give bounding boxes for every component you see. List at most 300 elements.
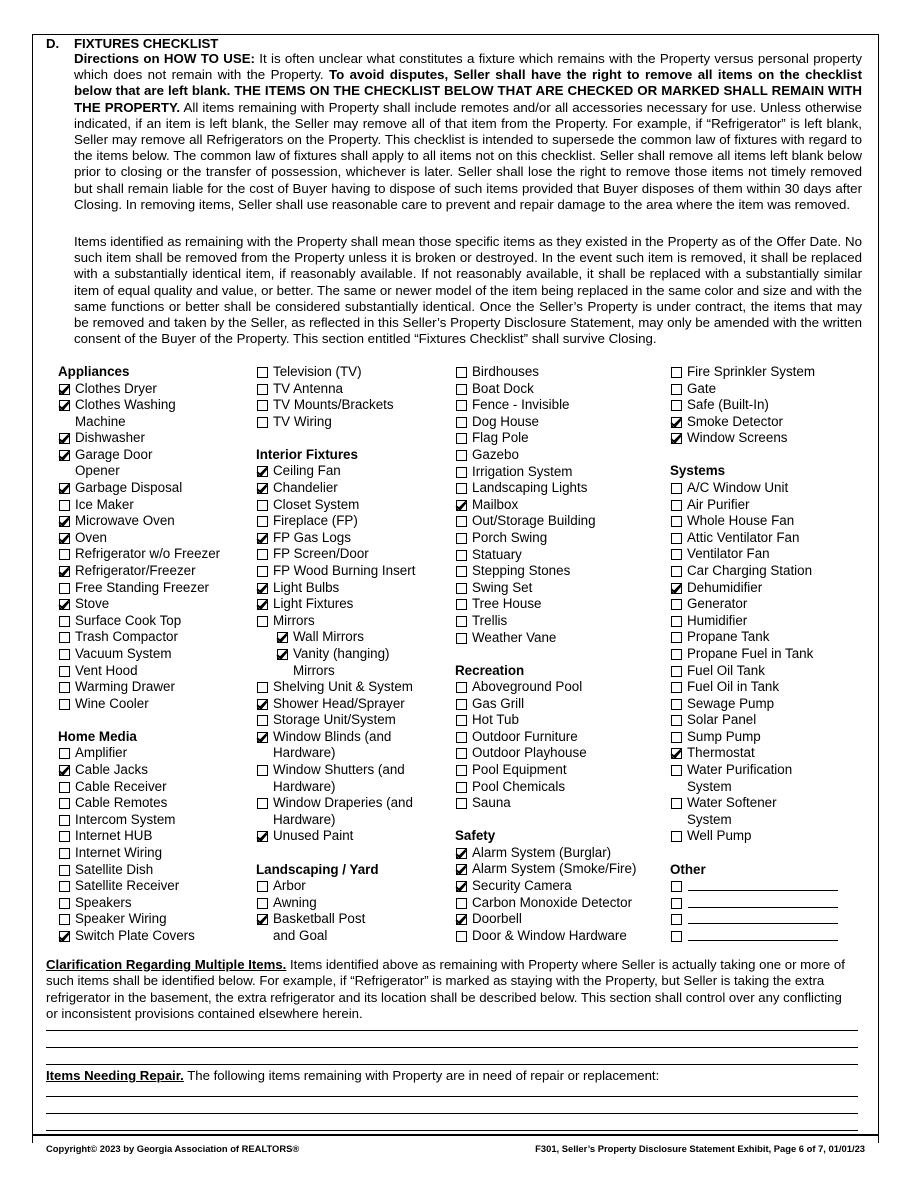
directions-paragraph xyxy=(74,51,862,213)
checklist-item-vent-hood xyxy=(58,663,220,680)
checklist-item-label: Doorbell xyxy=(472,911,522,927)
checkbox[interactable] xyxy=(59,583,70,594)
checklist-item-shelving-unit-system xyxy=(256,679,415,696)
checklist-item-label: Ice Maker xyxy=(75,496,134,512)
checkbox[interactable] xyxy=(671,914,682,925)
clarification-paragraph xyxy=(46,957,846,1022)
checked-box[interactable] xyxy=(456,500,467,511)
checkbox[interactable] xyxy=(671,500,682,511)
checklist-item-car-charging-station xyxy=(670,563,838,580)
checkbox[interactable] xyxy=(671,931,682,942)
checklist-item-trellis xyxy=(455,613,636,630)
checkbox[interactable] xyxy=(456,765,467,776)
checkbox[interactable] xyxy=(671,632,682,643)
checkbox[interactable] xyxy=(671,367,682,378)
checklist-item-label: Fuel Oil Tank xyxy=(687,662,765,678)
checklist-item-ceiling-fan xyxy=(256,463,415,480)
checklist-item-a-c-window-unit xyxy=(670,480,838,497)
checklist-item-pool-equipment xyxy=(455,762,636,779)
checkbox[interactable] xyxy=(671,765,682,776)
checkbox[interactable] xyxy=(257,367,268,378)
checklist-item-fp-gas-logs xyxy=(256,530,415,547)
checked-box[interactable] xyxy=(59,599,70,610)
category-safety: Safety xyxy=(455,828,496,844)
checklist-item-label: Sump Pump xyxy=(687,728,761,744)
checkbox[interactable] xyxy=(59,682,70,693)
clarification-line-2[interactable] xyxy=(46,1047,858,1048)
checklist-item-label: Wine Cooler xyxy=(75,695,149,711)
checkbox[interactable] xyxy=(59,748,70,759)
checklist-item-smoke-detector xyxy=(670,414,838,431)
clarification-line-1[interactable] xyxy=(46,1030,858,1031)
other-blank-field[interactable] xyxy=(688,911,838,924)
checkbox[interactable] xyxy=(59,699,70,710)
checkbox[interactable] xyxy=(257,765,268,776)
checkbox[interactable] xyxy=(671,732,682,743)
checked-box[interactable] xyxy=(59,931,70,942)
checklist-item-label: Dishwasher xyxy=(75,430,145,446)
checklist-item-tree-house xyxy=(455,596,636,613)
checklist-item-stove xyxy=(58,596,220,613)
checkbox[interactable] xyxy=(59,649,70,660)
checklist-item-label: Vent Hood xyxy=(75,662,138,678)
checkbox[interactable] xyxy=(671,831,682,842)
checklist-item-label: Landscaping Lights xyxy=(472,480,588,496)
checked-box[interactable] xyxy=(456,864,467,875)
checklist-item-fence-invisible xyxy=(455,397,636,414)
checklist-column-2 xyxy=(256,364,415,944)
checklist-item-speakers xyxy=(58,895,220,912)
checklist-item-label: Switch Plate Covers xyxy=(75,927,195,943)
category-systems: Systems xyxy=(670,463,726,479)
checklist-item-dehumidifier xyxy=(670,580,838,597)
checklist-item-label: Well Pump xyxy=(687,828,752,844)
checklist-item-label: Propane Fuel in Tank xyxy=(687,645,814,661)
checklist-item-label: Light Fixtures xyxy=(273,596,354,612)
checkbox[interactable] xyxy=(456,732,467,743)
checklist-item-trash-compactor xyxy=(58,629,220,646)
checklist-item-awning xyxy=(256,895,415,912)
checklist-item-mirrors xyxy=(256,613,415,630)
checkbox[interactable] xyxy=(671,400,682,411)
checklist-column-4 xyxy=(670,364,838,944)
checked-box[interactable] xyxy=(257,583,268,594)
checklist-item-label: Out/Storage Building xyxy=(472,513,596,529)
checkbox[interactable] xyxy=(456,898,467,909)
checked-box[interactable] xyxy=(257,533,268,544)
checklist-item-label: Alarm System (Smoke/Fire) xyxy=(472,861,637,877)
checkbox[interactable] xyxy=(456,433,467,444)
checklist-item-label: Storage Unit/System xyxy=(273,712,396,728)
checklist-item-label: Light Bulbs xyxy=(273,579,340,595)
checklist-item-label: Statuary xyxy=(472,546,522,562)
checkbox[interactable] xyxy=(671,533,682,544)
checklist-item-label: Propane Tank xyxy=(687,629,770,645)
checkbox[interactable] xyxy=(671,798,682,809)
checklist-item-label: Security Camera xyxy=(472,878,572,894)
checklist-item-internet-hub xyxy=(58,828,220,845)
checkbox[interactable] xyxy=(456,384,467,395)
checklist-item-water-softener-system xyxy=(670,795,838,828)
footer-copyright: Copyright© 2023 by Georgia Association of REALTORS® xyxy=(46,1143,300,1154)
checkbox[interactable] xyxy=(59,881,70,892)
checked-box[interactable] xyxy=(277,649,288,660)
checked-box[interactable] xyxy=(59,400,70,411)
checklist-item-garage-door-opener xyxy=(58,447,220,480)
checkbox[interactable] xyxy=(456,566,467,577)
checklist-item-dishwasher xyxy=(58,430,220,447)
checklist-item-tv-mounts-brackets xyxy=(256,397,415,414)
checklist-item-oven xyxy=(58,530,220,547)
checked-box[interactable] xyxy=(257,831,268,842)
checkbox[interactable] xyxy=(671,649,682,660)
checklist-item-label: Safe (Built-In) xyxy=(687,397,769,413)
checklist-item-propane-tank xyxy=(670,629,838,646)
checklist-item-ice-maker xyxy=(58,497,220,514)
checklist-item-sump-pump xyxy=(670,729,838,746)
checklist-item-fireplace-fp xyxy=(256,513,415,530)
checklist-item-label: Swing Set xyxy=(472,579,533,595)
checklist-item-doorbell xyxy=(455,911,636,928)
checklist-item-label: Garbage Disposal xyxy=(75,480,183,496)
clarification-line-3[interactable] xyxy=(46,1064,858,1065)
checklist-item-gas-grill xyxy=(455,696,636,713)
checklist-item-label: Window Draperies (and Hardware) xyxy=(273,795,413,827)
checklist-item-vacuum-system xyxy=(58,646,220,663)
checklist-item-generator xyxy=(670,596,838,613)
checklist-item-label: Water Purification System xyxy=(687,762,793,794)
other-blank-field[interactable] xyxy=(688,895,838,908)
checkbox[interactable] xyxy=(257,682,268,693)
checklist-item-label: Fence - Invisible xyxy=(472,397,570,413)
checklist-item-label: Dehumidifier xyxy=(687,579,763,595)
checklist-item-outdoor-furniture xyxy=(455,729,636,746)
checklist-item-thermostat xyxy=(670,745,838,762)
repair-paragraph xyxy=(46,1068,659,1083)
checked-box[interactable] xyxy=(257,732,268,743)
checklist-item-propane-fuel-in-tank xyxy=(670,646,838,663)
checked-box[interactable] xyxy=(257,599,268,610)
checked-box[interactable] xyxy=(59,450,70,461)
checkbox[interactable] xyxy=(456,599,467,610)
checklist-item-label: Boat Dock xyxy=(472,380,534,396)
checklist-item-label: Aboveground Pool xyxy=(472,679,583,695)
checked-box[interactable] xyxy=(257,466,268,477)
checklist-column-3 xyxy=(455,364,636,944)
checkbox[interactable] xyxy=(456,550,467,561)
checklist-item-basketball-post-and-goal xyxy=(256,911,415,944)
checkbox[interactable] xyxy=(257,881,268,892)
checklist-item-ventilator-fan xyxy=(670,546,838,563)
checkbox[interactable] xyxy=(59,632,70,643)
checkbox[interactable] xyxy=(257,400,268,411)
checklist-item-tv-wiring xyxy=(256,414,415,431)
checklist-item-label: Door & Window Hardware xyxy=(472,927,627,943)
checkbox[interactable] xyxy=(257,417,268,428)
checklist-item-window-shutters-and-hardware xyxy=(256,762,415,795)
checklist-item-label: Clothes Dryer xyxy=(75,380,157,396)
checklist-item-label: Basketball Post and Goal xyxy=(273,911,366,943)
checkbox[interactable] xyxy=(456,417,467,428)
checkbox[interactable] xyxy=(59,898,70,909)
checkbox[interactable] xyxy=(671,715,682,726)
checkbox[interactable] xyxy=(257,616,268,627)
checklist-item-stepping-stones xyxy=(455,563,636,580)
checkbox[interactable] xyxy=(456,798,467,809)
checklist-item-chandelier xyxy=(256,480,415,497)
checklist-item-label: Mailbox xyxy=(472,496,519,512)
checklist-item-label: Wall Mirrors xyxy=(293,629,364,645)
checkbox[interactable] xyxy=(257,715,268,726)
checklist-item-label: Stove xyxy=(75,596,110,612)
checklist-item-light-fixtures xyxy=(256,596,415,613)
checklist-item-label: Oven xyxy=(75,529,108,545)
footer-rule xyxy=(32,1134,879,1136)
checklist-item-water-purification-system xyxy=(670,762,838,795)
checked-box[interactable] xyxy=(257,483,268,494)
checklist-item-label: TV Wiring xyxy=(273,413,332,429)
checkbox[interactable] xyxy=(671,898,682,909)
category-other: Other xyxy=(670,861,706,877)
checkbox[interactable] xyxy=(456,483,467,494)
checklist-item-outdoor-playhouse xyxy=(455,745,636,762)
checklist-item-storage-unit-system xyxy=(256,712,415,729)
checklist-item-label: Chandelier xyxy=(273,479,338,495)
checkbox[interactable] xyxy=(456,782,467,793)
directions-bold-notice: To avoid disputes, Seller shall have the right to remove all items on the checklist below that are left blank. THE ITEMS ON THE CHECKLIST BELOW THAT ARE CHECKED OR MARKED SHALL REMAIN WITH THE PROPERTY. xyxy=(74,67,862,115)
checkbox[interactable] xyxy=(671,599,682,610)
checked-box[interactable] xyxy=(456,881,467,892)
checklist-item-label: Fireplace (FP) xyxy=(273,513,358,529)
checklist-item-vanity-hanging-mirrors xyxy=(256,646,415,679)
checklist-item-refrigerator-w-o-freezer xyxy=(58,546,220,563)
checklist-item-weather-vane xyxy=(455,630,636,647)
checklist-item-label: Trash Compactor xyxy=(75,629,178,645)
checkbox[interactable] xyxy=(257,384,268,395)
checklist-item-intercom-system xyxy=(58,812,220,829)
checklist-item-sauna xyxy=(455,795,636,812)
checklist-item-whole-house-fan xyxy=(670,513,838,530)
checklist-item-birdhouses xyxy=(455,364,636,381)
checklist-item-security-camera xyxy=(455,878,636,895)
checkbox[interactable] xyxy=(671,566,682,577)
checked-box[interactable] xyxy=(456,914,467,925)
checkbox[interactable] xyxy=(671,549,682,560)
checked-box[interactable] xyxy=(671,748,682,759)
checklist-item-aboveground-pool xyxy=(455,679,636,696)
checkbox[interactable] xyxy=(59,500,70,511)
directions-text-1: It is often unclear what constitutes a fixture which remains with the Property versus personal property which does not remain with the Property. xyxy=(74,51,862,83)
checklist-item-label: Tree House xyxy=(472,596,542,612)
checklist-item-label: Porch Swing xyxy=(472,529,548,545)
checklist-item-free-standing-freezer xyxy=(58,580,220,597)
checked-box[interactable] xyxy=(277,632,288,643)
checkbox[interactable] xyxy=(59,831,70,842)
checked-box[interactable] xyxy=(671,583,682,594)
checkbox[interactable] xyxy=(456,931,467,942)
other-blank-field[interactable] xyxy=(688,878,838,891)
checklist-item-fire-sprinkler-system xyxy=(670,364,838,381)
section-heading xyxy=(46,36,218,51)
checklist-item-label: Gate xyxy=(687,380,717,396)
checkbox[interactable] xyxy=(59,815,70,826)
checked-box[interactable] xyxy=(59,516,70,527)
checklist-item-label: Cable Receiver xyxy=(75,778,167,794)
checklist-item-blank xyxy=(670,878,838,895)
checklist-item-solar-panel xyxy=(670,712,838,729)
checklist-item-blank xyxy=(670,928,838,945)
checklist-item-alarm-system-smoke-fire xyxy=(455,861,636,878)
checklist-item-clothes-washing-machine xyxy=(58,397,220,430)
checklist-item-fp-screen-door xyxy=(256,546,415,563)
checklist-item-label: Outdoor Furniture xyxy=(472,728,578,744)
checkbox[interactable] xyxy=(59,798,70,809)
checklist-item-irrigation-system xyxy=(455,464,636,481)
checklist-item-label: Awning xyxy=(273,894,317,910)
checked-box[interactable] xyxy=(456,848,467,859)
checklist-item-television-tv xyxy=(256,364,415,381)
checkbox[interactable] xyxy=(257,500,268,511)
repair-line-3[interactable] xyxy=(46,1130,858,1131)
checkbox[interactable] xyxy=(456,400,467,411)
checkbox[interactable] xyxy=(456,616,467,627)
checklist-item-label: Sauna xyxy=(472,795,511,811)
checkbox[interactable] xyxy=(59,865,70,876)
checklist-item-label: FP Screen/Door xyxy=(273,546,369,562)
checkbox[interactable] xyxy=(671,516,682,527)
checklist-item-label: TV Antenna xyxy=(273,380,343,396)
checkbox[interactable] xyxy=(456,748,467,759)
checklist-item-label: Vanity (hanging) Mirrors xyxy=(293,645,390,678)
checked-box[interactable] xyxy=(257,699,268,710)
checked-box[interactable] xyxy=(59,533,70,544)
checkbox[interactable] xyxy=(671,616,682,627)
checklist-item-label: Satellite Dish xyxy=(75,861,154,877)
checklist-item-humidifier xyxy=(670,613,838,630)
checklist-item-satellite-receiver xyxy=(58,878,220,895)
checkbox[interactable] xyxy=(257,516,268,527)
checked-box[interactable] xyxy=(59,384,70,395)
checklist-item-gate xyxy=(670,381,838,398)
category-recreation: Recreation xyxy=(455,662,525,678)
checklist-item-label: Irrigation System xyxy=(472,463,573,479)
repair-heading: Items Needing Repair. xyxy=(46,1068,184,1083)
clarification-heading: Clarification Regarding Multiple Items. xyxy=(46,957,287,972)
checkbox[interactable] xyxy=(456,699,467,710)
checklist-item-label: Amplifier xyxy=(75,745,128,761)
category-home-media: Home Media xyxy=(58,728,137,744)
checklist-item-label: Satellite Receiver xyxy=(75,878,180,894)
section-title: FIXTURES CHECKLIST xyxy=(74,36,219,51)
checkbox[interactable] xyxy=(59,666,70,677)
checklist-item-label: Clothes Washing Machine xyxy=(75,397,176,429)
checked-box[interactable] xyxy=(59,566,70,577)
checklist-item-label: Intercom System xyxy=(75,811,176,827)
checklist-item-air-purifier xyxy=(670,497,838,514)
checked-box[interactable] xyxy=(671,417,682,428)
checkbox[interactable] xyxy=(456,583,467,594)
checkbox[interactable] xyxy=(257,566,268,577)
checklist-item-amplifier xyxy=(58,745,220,762)
other-blank-field[interactable] xyxy=(688,928,838,941)
checklist-item-label: Pool Chemicals xyxy=(472,778,566,794)
checked-box[interactable] xyxy=(671,433,682,444)
checkbox[interactable] xyxy=(671,483,682,494)
checklist-item-label: Surface Cook Top xyxy=(75,612,182,628)
directions-text-2: All items remaining with Property shall include remotes and/or all accessories necessary for use. Unless otherwise indicated, if an item is left blank, the Seller may remove all of that item from the Property. For example, if “Refrigerator” is left blank, Seller may remove all Refrigerators on the Property. This checklist is intended to supersede the common law of fixtures with regard to the items below. The common law of fixtures shall apply to all items not on this checklist. Seller shall remove all items left blank below prior to closing or the transfer of possession, whichever is later. Seller shall lose the right to remove those items not timely removed but shall remain liable for the cost of Buyer having to dispose of such items provided that Buyer disposes of them within 30 days after Closing. In removing items, Seller shall use reasonable care to prevent and repair damage to the area where the item was removed. xyxy=(74,99,862,212)
checklist-item-wall-mirrors xyxy=(256,629,415,646)
checkbox[interactable] xyxy=(671,682,682,693)
checkbox[interactable] xyxy=(257,798,268,809)
checklist-item-label: Attic Ventilator Fan xyxy=(687,529,800,545)
checklist-item-label: Gazebo xyxy=(472,446,519,462)
checkbox[interactable] xyxy=(671,881,682,892)
checkbox[interactable] xyxy=(456,367,467,378)
checklist-item-dog-house xyxy=(455,414,636,431)
checklist-item-label: Warming Drawer xyxy=(75,679,175,695)
checklist-item-label: Stepping Stones xyxy=(472,563,571,579)
checkbox[interactable] xyxy=(671,699,682,710)
checkbox[interactable] xyxy=(257,549,268,560)
checked-box[interactable] xyxy=(59,433,70,444)
category-interior-fixtures: Interior Fixtures xyxy=(256,446,358,462)
checklist-item-blank xyxy=(670,911,838,928)
checkbox[interactable] xyxy=(456,450,467,461)
checkbox[interactable] xyxy=(59,616,70,627)
checkbox[interactable] xyxy=(59,914,70,925)
checklist-item-label: Speaker Wiring xyxy=(75,911,167,927)
checklist-item-label: FP Wood Burning Insert xyxy=(273,562,416,578)
checklist-item-landscaping-lights xyxy=(455,480,636,497)
checkbox[interactable] xyxy=(257,898,268,909)
checklist-item-hot-tub xyxy=(455,712,636,729)
checklist-item-fuel-oil-in-tank xyxy=(670,679,838,696)
directions-lead: Directions on HOW TO USE: xyxy=(74,51,255,66)
checked-box[interactable] xyxy=(59,765,70,776)
checklist-item-internet-wiring xyxy=(58,845,220,862)
section-letter: D. xyxy=(46,36,60,51)
checkbox[interactable] xyxy=(456,533,467,544)
checkbox[interactable] xyxy=(59,782,70,793)
checked-box[interactable] xyxy=(59,483,70,494)
checklist-item-label: Window Blinds (and Hardware) xyxy=(273,728,392,761)
checklist-item-satellite-dish xyxy=(58,862,220,879)
checkbox[interactable] xyxy=(456,633,467,644)
checklist-item-flag-pole xyxy=(455,430,636,447)
checklist-item-label: Garage Door Opener xyxy=(75,446,153,479)
checkbox[interactable] xyxy=(456,467,467,478)
repair-line-1[interactable] xyxy=(46,1096,858,1097)
checked-box[interactable] xyxy=(257,914,268,925)
checkbox[interactable] xyxy=(456,715,467,726)
checkbox[interactable] xyxy=(671,384,682,395)
checkbox[interactable] xyxy=(456,682,467,693)
checklist-item-label: Vacuum System xyxy=(75,646,172,661)
checklist-item-refrigerator-freezer xyxy=(58,563,220,580)
checkbox[interactable] xyxy=(59,848,70,859)
checklist-item-label: Weather Vane xyxy=(472,629,557,645)
checkbox[interactable] xyxy=(456,516,467,527)
repair-line-2[interactable] xyxy=(46,1113,858,1114)
checklist-item-warming-drawer xyxy=(58,679,220,696)
checklist-item-label: Fire Sprinkler System xyxy=(687,364,815,379)
checklist-item-well-pump xyxy=(670,828,838,845)
checklist-item-safe-built-in xyxy=(670,397,838,414)
checklist-item-surface-cook-top xyxy=(58,613,220,630)
checklist-item-mailbox xyxy=(455,497,636,514)
checkbox[interactable] xyxy=(59,549,70,560)
checkbox[interactable] xyxy=(671,666,682,677)
